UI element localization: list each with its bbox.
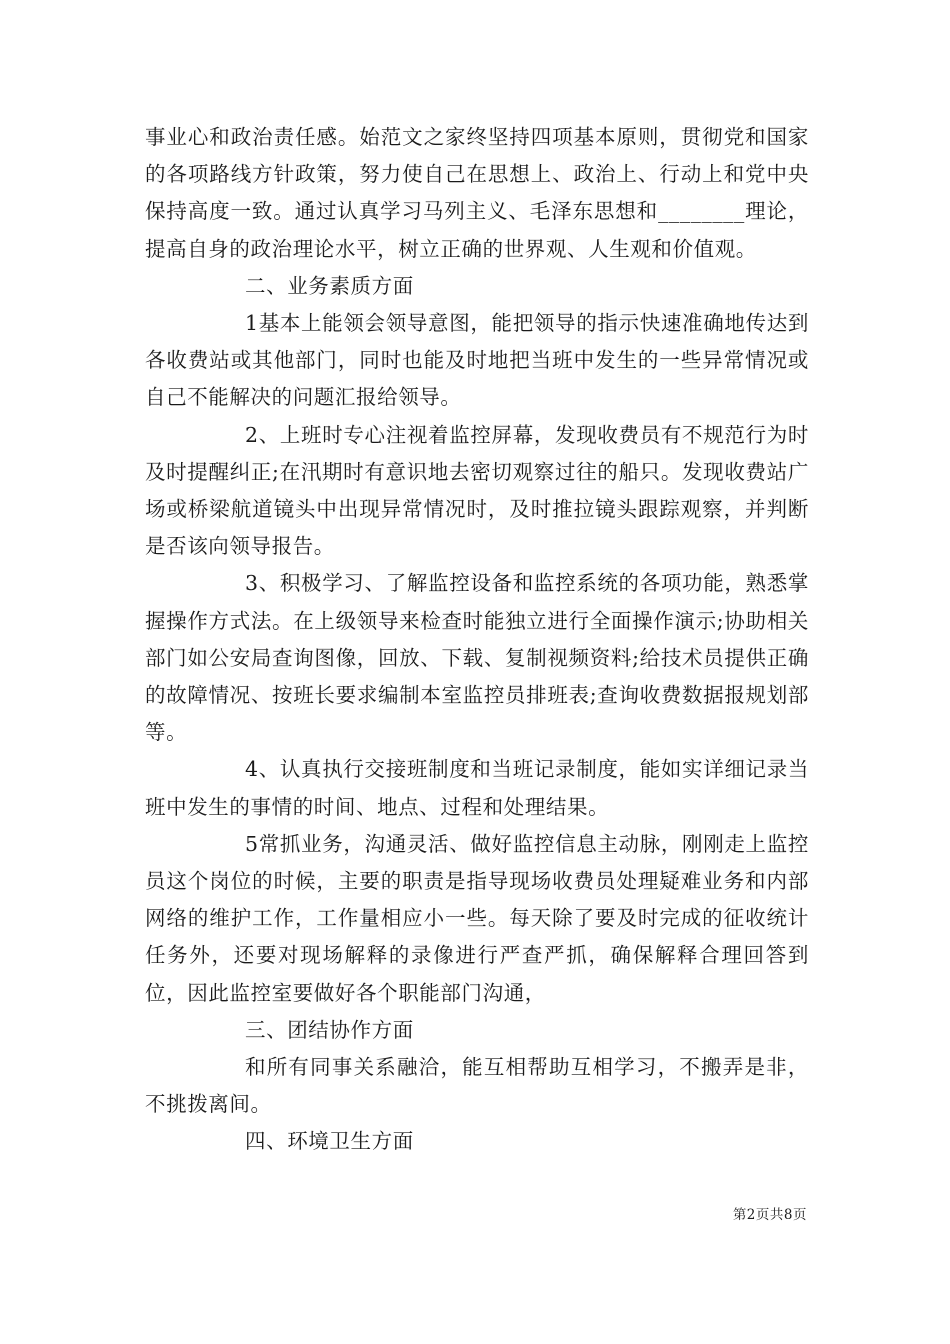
page-number: 第2页共8页 [732, 1207, 807, 1223]
paragraph-item-1: 1基本上能领会领导意图，能把领导的指示快速准确地传达到各收费站或其他部门，同时也能及时地把当班中发生的一些异常情况或自己不能解决的问题汇报给领导。 [145, 311, 809, 410]
paragraph-item-3: 3、积极学习、了解监控设备和监控系统的各项功能，熟悉掌握操作方式法。在上级领导来检查时能独立进行全面操作演示;协助相关部门如公安局查询图像，回放、下载、复制视频资料;给技术员提供正确的故障情况、按班长要求编制本室监控员排班表;查询收费数据报规划部等。 [145, 571, 809, 745]
document-body [145, 119, 809, 1161]
paragraph-item-5: 5常抓业务，沟通灵活、做好监控信息主动脉，刚刚走上监控员这个岗位的时候，主要的职责是指导现场收费员处理疑难业务和内部网络的维护工作，工作量相应小一些。每天除了要及时完成的征收统计任务外，还要对现场解释的录像进行严查严抓，确保解释合理回答到位，因此监控室要做好各个职能部门沟通， [145, 831, 809, 1005]
paragraph-item-4: 4、认真执行交接班制度和当班记录制度，能如实详细记录当班中发生的事情的时间、地点、过程和处理结果。 [145, 757, 809, 819]
paragraph-continuation: 事业心和政治责任感。始范文之家终坚持四项基本原则，贯彻党和国家的各项路线方针政策，努力使自己在思想上、政治上、行动上和党中央保持高度一致。通过认真学习马列主义、毛泽东思想和________理论，提高自身的政治理论水平，树立正确的世界观、人生观和价值观。 [145, 125, 809, 261]
section-heading-teamwork: 三、团结协作方面 [245, 1017, 414, 1042]
paragraph-teamwork: 和所有同事关系融洽，能互相帮助互相学习，不搬弄是非，不挑拨离间。 [145, 1055, 809, 1117]
section-heading-business: 二、业务素质方面 [245, 273, 414, 298]
paragraph-item-2: 2、上班时专心注视着监控屏幕，发现收费员有不规范行为时及时提醒纠正;在汛期时有意识地去密切观察过往的船只。发现收费站广场或桥梁航道镜头中出现异常情况时，及时推拉镜头跟踪观察，并判断是否该向领导报告。 [145, 422, 809, 559]
section-heading-hygiene: 四、环境卫生方面 [245, 1129, 414, 1154]
